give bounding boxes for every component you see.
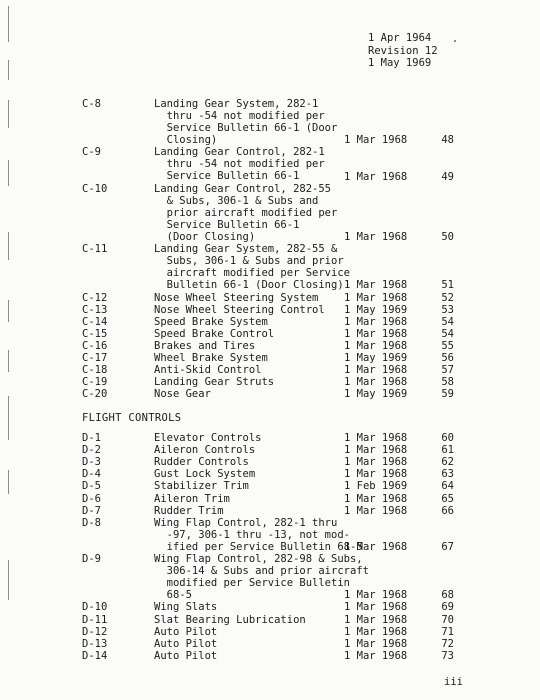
revision-header <box>368 32 438 70</box>
row-page: 59 <box>441 388 454 401</box>
description-line: Closing) <box>154 134 218 146</box>
margin-mark <box>8 396 9 440</box>
description-line: Landing Gear Control, 282-55 <box>154 182 332 195</box>
row-page: 48 <box>441 134 454 147</box>
issue-date: 1 Apr 1964 <box>368 32 432 44</box>
row-description <box>154 364 344 376</box>
row-description <box>154 516 363 553</box>
description-line: Nose Gear <box>154 388 211 401</box>
row-date: 1 Mar 1968 <box>344 376 408 389</box>
row-description <box>154 553 369 601</box>
row-page: 60 <box>441 432 454 444</box>
row-code: C-11 <box>82 243 108 256</box>
description-line: Rudder Trim <box>154 504 224 517</box>
description-line: Bulletin 66-1 (Door Closing) <box>154 279 344 292</box>
margin-mark <box>8 232 9 260</box>
description-line: modified per Service Bulletin <box>154 577 350 589</box>
row-description <box>154 352 344 364</box>
margin-mark <box>8 100 9 128</box>
row-page: 51 <box>441 279 454 292</box>
description-line: -97, 306-1 thru -13, not mod- <box>154 528 350 541</box>
row-page: 54 <box>441 315 454 328</box>
description-line: Rudder Controls <box>154 456 249 469</box>
description-line: ified per Service Bulletin 68-5 <box>154 540 363 553</box>
description-line: 68-5 <box>154 589 192 601</box>
description-line: Speed Brake Control <box>154 327 275 340</box>
description-line: Subs, 306-1 & Subs and prior <box>154 255 344 268</box>
description-line: Auto Pilot <box>154 637 218 650</box>
row-date: 1 Mar 1968 <box>344 364 408 377</box>
row-date: 1 Mar 1968 <box>344 340 408 352</box>
row-code: D-3 <box>82 456 101 469</box>
row-description <box>154 480 344 492</box>
row-page: 56 <box>441 352 454 365</box>
row-code: D-6 <box>82 492 101 505</box>
row-date: 1 Mar 1968 <box>344 492 408 505</box>
description-line: thru -54 not modified per <box>154 158 325 171</box>
margin-mark <box>8 300 9 322</box>
row-date: 1 Mar 1968 <box>344 468 408 481</box>
row-date: 1 Mar 1968 <box>344 589 408 602</box>
row-description <box>154 626 344 638</box>
row-description <box>154 456 344 468</box>
description-line: thru -54 not modified per <box>154 110 325 122</box>
row-page: 73 <box>441 649 454 662</box>
row-code: D-2 <box>82 444 101 457</box>
description-line: Landing Gear System, 282-1 <box>154 98 319 110</box>
row-code: C-18 <box>82 364 108 377</box>
row-code: C-12 <box>82 291 108 304</box>
row-code: C-14 <box>82 315 108 328</box>
row-page: 57 <box>441 364 454 377</box>
row-code: C-8 <box>82 98 101 110</box>
row-page: 69 <box>441 601 454 614</box>
row-code: D-5 <box>82 480 101 493</box>
row-page: 63 <box>441 468 454 481</box>
row-date: 1 Mar 1968 <box>344 279 408 292</box>
row-page: 49 <box>441 170 454 183</box>
description-line: Wing Slats <box>154 601 218 614</box>
section-title: FLIGHT CONTROLS <box>82 412 182 424</box>
description-line: Stabilizer Trim <box>154 480 249 493</box>
page-number: iii <box>444 676 463 688</box>
row-description <box>154 316 344 328</box>
row-date: 1 Mar 1968 <box>344 170 408 183</box>
row-description <box>154 638 344 650</box>
row-description <box>154 328 344 340</box>
row-date: 1 May 1969 <box>344 388 408 401</box>
row-date: 1 Mar 1968 <box>344 540 408 553</box>
row-description <box>154 493 344 505</box>
row-code: D-8 <box>82 516 101 529</box>
row-description <box>154 388 344 400</box>
row-page: 68 <box>441 589 454 602</box>
row-page: 70 <box>441 613 454 626</box>
row-code: D-9 <box>82 553 101 565</box>
row-description <box>154 340 344 352</box>
row-description <box>154 444 344 456</box>
row-description <box>154 146 344 182</box>
description-line: Gust Lock System <box>154 468 256 481</box>
row-date: 1 Mar 1968 <box>344 649 408 662</box>
description-line: Landing Gear System, 282-55 & <box>154 243 338 256</box>
description-line: Nose Wheel Steering System <box>154 291 319 304</box>
row-date: 1 Mar 1968 <box>344 315 408 328</box>
description-line: Wing Flap Control, 282-1 thru <box>154 516 338 529</box>
description-line: Landing Gear Struts <box>154 376 275 389</box>
description-line: Service Bulletin 66-1 <box>154 170 300 183</box>
description-line: Anti-Skid Control <box>154 364 262 377</box>
row-page: 61 <box>441 444 454 457</box>
description-line: Brakes and Tires <box>154 340 256 352</box>
row-page: 64 <box>441 480 454 493</box>
margin-mark <box>8 560 9 600</box>
row-description <box>154 601 344 613</box>
row-description <box>154 505 344 517</box>
row-page: 55 <box>441 340 454 352</box>
margin-mark <box>8 350 9 372</box>
description-line: Service Bulletin 66-1 <box>154 218 300 231</box>
description-line: (Door Closing) <box>154 230 256 243</box>
row-date: 1 Mar 1968 <box>344 231 408 244</box>
row-date: 1 Mar 1968 <box>344 637 408 650</box>
description-line: Slat Bearing Lubrication <box>154 613 306 626</box>
row-page: 67 <box>441 540 454 553</box>
row-date: 1 Mar 1968 <box>344 134 408 147</box>
description-line: aircraft modified per Service <box>154 267 350 280</box>
row-description <box>154 243 350 292</box>
margin-mark <box>8 6 9 42</box>
row-description <box>154 376 344 388</box>
description-line: prior aircraft modified per <box>154 206 338 219</box>
row-code: D-13 <box>82 637 108 650</box>
description-line: 306-14 & Subs and prior aircraft <box>154 565 369 577</box>
description-line: Aileron Trim <box>154 492 230 505</box>
row-page: 62 <box>441 456 454 469</box>
row-code: C-17 <box>82 352 108 365</box>
description-line: Auto Pilot <box>154 649 218 662</box>
description-line: Aileron Controls <box>154 444 256 457</box>
row-description <box>154 468 344 480</box>
row-date: 1 Mar 1968 <box>344 613 408 626</box>
margin-mark <box>8 470 9 494</box>
revision-date: 1 May 1969 <box>368 57 432 69</box>
row-code: C-9 <box>82 146 101 159</box>
description-line: Elevator Controls <box>154 432 262 444</box>
description-line: Nose Wheel Steering Control <box>154 303 325 316</box>
row-date: 1 Mar 1968 <box>344 456 408 469</box>
row-date: 1 Mar 1968 <box>344 291 408 304</box>
row-code: C-15 <box>82 327 108 340</box>
row-code: D-12 <box>82 625 108 638</box>
row-date: 1 Mar 1968 <box>344 601 408 614</box>
row-description <box>154 432 344 444</box>
row-date: 1 Mar 1968 <box>344 504 408 517</box>
description-line: Landing Gear Control, 282-1 <box>154 146 325 159</box>
row-date: 1 May 1969 <box>344 303 408 316</box>
row-page: 52 <box>441 291 454 304</box>
row-page: 66 <box>441 504 454 517</box>
row-code: D-7 <box>82 504 101 517</box>
row-description <box>154 183 344 243</box>
row-page: 71 <box>441 625 454 638</box>
row-date: 1 Mar 1968 <box>344 625 408 638</box>
row-description <box>154 304 344 316</box>
row-code: C-10 <box>82 182 108 195</box>
row-code: D-1 <box>82 432 101 444</box>
row-code: C-20 <box>82 388 108 401</box>
row-code: C-19 <box>82 376 108 389</box>
margin-mark <box>8 160 9 186</box>
margin-mark <box>8 60 9 80</box>
row-code: D-10 <box>82 601 108 614</box>
row-date: 1 May 1969 <box>344 352 408 365</box>
row-code: C-13 <box>82 303 108 316</box>
row-page: 58 <box>441 376 454 389</box>
row-page: 72 <box>441 637 454 650</box>
description-line: Auto Pilot <box>154 625 218 638</box>
row-page: 65 <box>441 492 454 505</box>
description-line: Service Bulletin 66-1 (Door <box>154 122 338 134</box>
row-date: 1 Feb 1969 <box>344 480 408 493</box>
row-date: 1 Mar 1968 <box>344 327 408 340</box>
row-code: D-4 <box>82 468 101 481</box>
row-description <box>154 98 344 146</box>
description-line: Speed Brake System <box>154 315 268 328</box>
row-code: C-16 <box>82 340 108 352</box>
row-date: 1 Mar 1968 <box>344 432 408 444</box>
row-code: D-11 <box>82 613 108 626</box>
row-date: 1 Mar 1968 <box>344 444 408 457</box>
row-code: D-14 <box>82 649 108 662</box>
description-line: Wing Flap Control, 282-98 & Subs, <box>154 553 363 565</box>
row-page: 50 <box>441 231 454 244</box>
row-page: 53 <box>441 303 454 316</box>
description-line: & Subs, 306-1 & Subs and <box>154 194 319 207</box>
row-page: 54 <box>441 327 454 340</box>
row-description <box>154 614 344 626</box>
stray-dot <box>454 40 456 42</box>
description-line: Wheel Brake System <box>154 352 268 365</box>
row-description <box>154 292 344 304</box>
revision-number: Revision 12 <box>368 44 438 57</box>
row-description <box>154 650 344 662</box>
